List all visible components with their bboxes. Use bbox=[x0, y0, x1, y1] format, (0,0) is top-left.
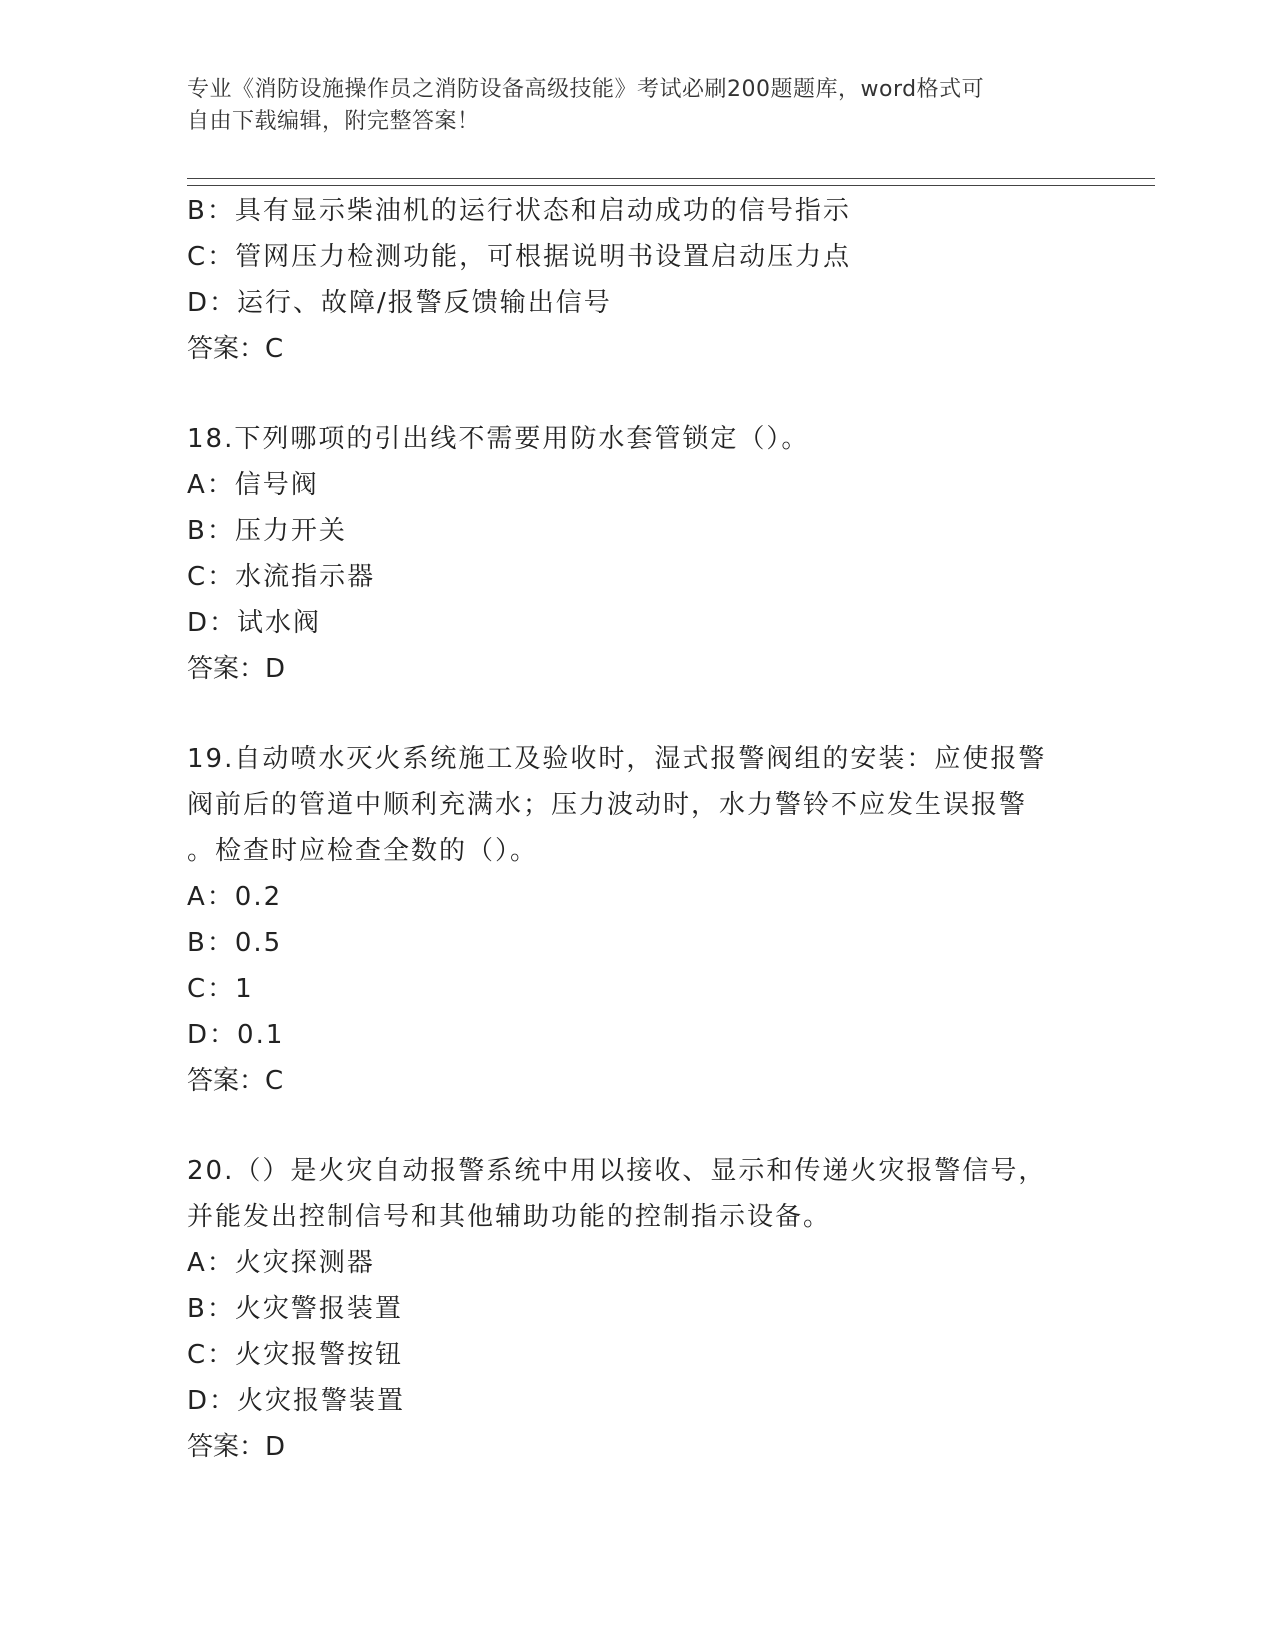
header-divider bbox=[187, 178, 1155, 186]
option-a: A：信号阀 bbox=[187, 470, 319, 500]
option-b: B：火灾警报装置 bbox=[187, 1294, 403, 1324]
option-d: D：试水阀 bbox=[187, 608, 322, 638]
question-19 bbox=[187, 736, 1107, 1104]
question-text-line-2: 并能发出控制信号和其他辅助功能的控制指示设备。 bbox=[187, 1202, 832, 1232]
spacer bbox=[187, 692, 1107, 736]
option-c: C：水流指示器 bbox=[187, 562, 376, 592]
option-d: D：火灾报警装置 bbox=[187, 1386, 406, 1416]
spacer bbox=[187, 372, 1107, 416]
question-text: 18.下列哪项的引出线不需要用防水套管锁定（）。 bbox=[187, 424, 810, 454]
question-text-line-3: 。检查时应检查全数的（）。 bbox=[187, 836, 539, 866]
spacer bbox=[187, 1104, 1107, 1148]
option-c: C：1 bbox=[187, 974, 254, 1004]
question-text-line-1: 20.（）是火灾自动报警系统中用以接收、显示和传递火灾报警信号， bbox=[187, 1156, 1047, 1186]
answer: 答案：C bbox=[187, 1066, 284, 1096]
question-17-continued bbox=[187, 188, 1107, 372]
header-title-line-1: 专业《消防设施操作员之消防设备高级技能》考试必刷200题题库，word格式可 bbox=[187, 77, 985, 102]
question-list bbox=[187, 188, 1107, 1470]
header-title-line-2: 自由下载编辑，附完整答案！ bbox=[187, 109, 480, 134]
question-20 bbox=[187, 1148, 1107, 1470]
option-b: B：0.5 bbox=[187, 928, 283, 958]
option-b: B：具有显示柴油机的运行状态和启动成功的信号指示 bbox=[187, 196, 851, 226]
question-text-line-2: 阀前后的管道中顺利充满水；压力波动时，水力警铃不应发生误报警 bbox=[187, 790, 1028, 820]
answer: 答案：D bbox=[187, 1432, 286, 1462]
answer: 答案：D bbox=[187, 654, 286, 684]
option-a: A：0.2 bbox=[187, 882, 283, 912]
option-d: D：0.1 bbox=[187, 1020, 285, 1050]
option-b: B：压力开关 bbox=[187, 516, 347, 546]
question-18 bbox=[187, 416, 1107, 692]
option-c: C：管网压力检测功能，可根据说明书设置启动压力点 bbox=[187, 242, 852, 272]
option-d: D：运行、故障/报警反馈输出信号 bbox=[187, 288, 612, 318]
document-header bbox=[187, 74, 1087, 138]
answer: 答案：C bbox=[187, 334, 284, 364]
option-a: A：火灾探测器 bbox=[187, 1248, 375, 1278]
option-c: C：火灾报警按钮 bbox=[187, 1340, 404, 1370]
question-text-line-1: 19.自动喷水灭火系统施工及验收时，湿式报警阀组的安装：应使报警 bbox=[187, 744, 1047, 774]
